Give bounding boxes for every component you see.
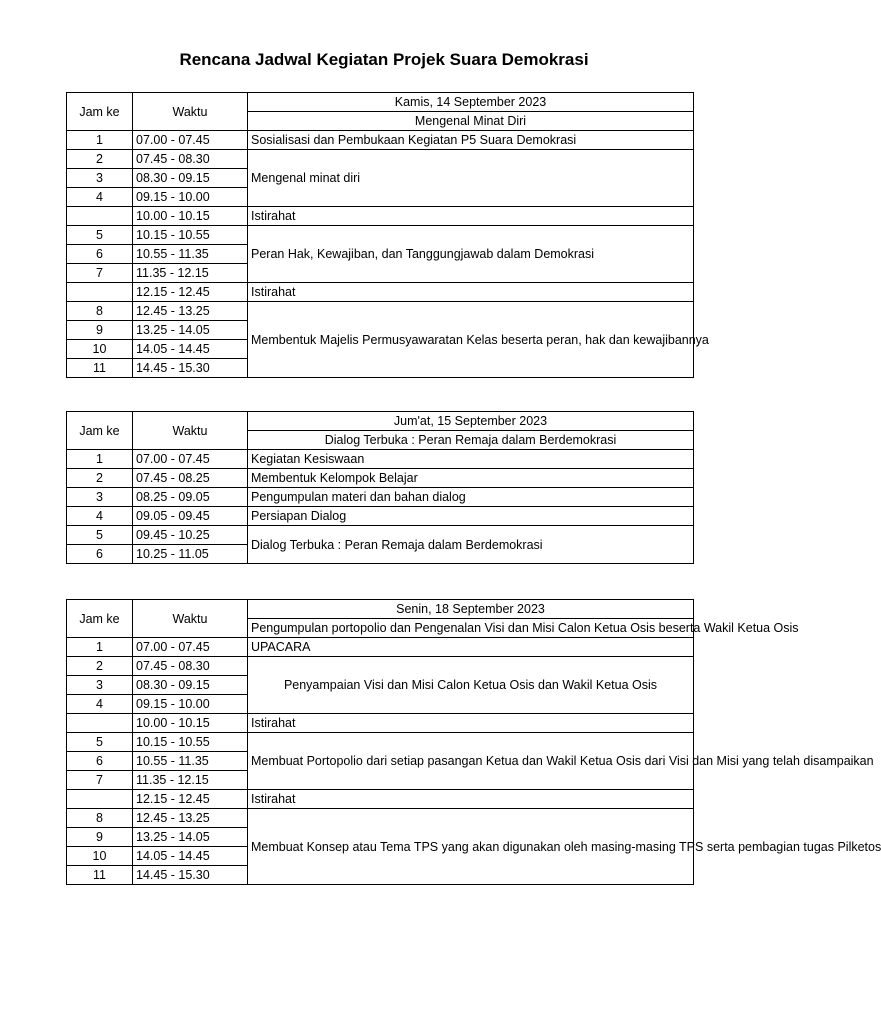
- table-header-row: [67, 93, 694, 112]
- header-jam: Jam ke: [67, 412, 133, 450]
- jam-cell: 3: [67, 488, 133, 507]
- table-row: [67, 526, 694, 545]
- jam-cell: 8: [67, 809, 133, 828]
- jam-cell: [67, 283, 133, 302]
- jam-cell: 10: [67, 847, 133, 866]
- jam-cell: [67, 207, 133, 226]
- table-header-row: [67, 412, 694, 431]
- activity-cell: Membuat Konsep atau Tema TPS yang akan digunakan oleh masing-masing TPS serta pembagian tugas Pilketos: [248, 809, 694, 885]
- jam-cell: 7: [67, 771, 133, 790]
- waktu-cell: 13.25 - 14.05: [133, 828, 248, 847]
- waktu-cell: 07.45 - 08.30: [133, 657, 248, 676]
- activity-cell: Mengenal minat diri: [248, 150, 694, 207]
- waktu-cell: 09.05 - 09.45: [133, 507, 248, 526]
- waktu-cell: 10.15 - 10.55: [133, 226, 248, 245]
- waktu-cell: 10.25 - 11.05: [133, 545, 248, 564]
- jam-cell: 3: [67, 676, 133, 695]
- table-header-row: [67, 600, 694, 619]
- table-row: [67, 226, 694, 245]
- waktu-cell: 09.15 - 10.00: [133, 695, 248, 714]
- waktu-cell: 10.55 - 11.35: [133, 752, 248, 771]
- jam-cell: 9: [67, 321, 133, 340]
- day-theme: Pengumpulan portopolio dan Pengenalan Visi dan Misi Calon Ketua Osis beserta Wakil Ketua Osis: [248, 619, 694, 638]
- waktu-cell: 10.00 - 10.15: [133, 714, 248, 733]
- waktu-cell: 11.35 - 12.15: [133, 264, 248, 283]
- waktu-cell: 09.45 - 10.25: [133, 526, 248, 545]
- header-waktu: Waktu: [133, 93, 248, 131]
- waktu-cell: 10.55 - 11.35: [133, 245, 248, 264]
- jam-cell: 6: [67, 752, 133, 771]
- jam-cell: 11: [67, 866, 133, 885]
- jam-cell: 9: [67, 828, 133, 847]
- header-jam: Jam ke: [67, 93, 133, 131]
- table-row: [67, 150, 694, 169]
- activity-cell: Membentuk Majelis Permusyawaratan Kelas beserta peran, hak dan kewajibannya: [248, 302, 694, 378]
- jam-cell: 4: [67, 188, 133, 207]
- header-waktu: Waktu: [133, 600, 248, 638]
- table-row: [67, 790, 694, 809]
- jam-cell: 4: [67, 507, 133, 526]
- table-row: [67, 809, 694, 828]
- jam-cell: 5: [67, 226, 133, 245]
- waktu-cell: 07.45 - 08.30: [133, 150, 248, 169]
- activity-cell: Membuat Portopolio dari setiap pasangan Ketua dan Wakil Ketua Osis dari Visi dan Misi yang telah disampaikan: [248, 733, 694, 790]
- table-row: [67, 131, 694, 150]
- jam-cell: 1: [67, 450, 133, 469]
- jam-cell: 2: [67, 469, 133, 488]
- waktu-cell: 12.15 - 12.45: [133, 283, 248, 302]
- waktu-cell: 14.45 - 15.30: [133, 866, 248, 885]
- jam-cell: 11: [67, 359, 133, 378]
- day-date: Senin, 18 September 2023: [248, 600, 694, 619]
- jam-cell: 2: [67, 150, 133, 169]
- waktu-cell: 07.00 - 07.45: [133, 131, 248, 150]
- waktu-cell: 10.15 - 10.55: [133, 733, 248, 752]
- waktu-cell: 14.45 - 15.30: [133, 359, 248, 378]
- activity-cell: UPACARA: [248, 638, 694, 657]
- jam-cell: 8: [67, 302, 133, 321]
- waktu-cell: 09.15 - 10.00: [133, 188, 248, 207]
- waktu-cell: 10.00 - 10.15: [133, 207, 248, 226]
- jam-cell: 6: [67, 245, 133, 264]
- jam-cell: 3: [67, 169, 133, 188]
- jam-cell: 6: [67, 545, 133, 564]
- activity-cell: Istirahat: [248, 714, 694, 733]
- day-theme: Mengenal Minat Diri: [248, 112, 694, 131]
- waktu-cell: 08.30 - 09.15: [133, 169, 248, 188]
- waktu-cell: 13.25 - 14.05: [133, 321, 248, 340]
- waktu-cell: 14.05 - 14.45: [133, 847, 248, 866]
- activity-cell: Istirahat: [248, 790, 694, 809]
- page-title: Rencana Jadwal Kegiatan Projek Suara Demokrasi: [179, 50, 589, 69]
- jam-cell: 5: [67, 733, 133, 752]
- waktu-cell: 07.00 - 07.45: [133, 450, 248, 469]
- activity-cell: Istirahat: [248, 283, 694, 302]
- waktu-cell: 08.25 - 09.05: [133, 488, 248, 507]
- activity-cell: Pengumpulan materi dan bahan dialog: [248, 488, 694, 507]
- table-row: [67, 450, 694, 469]
- jam-cell: 2: [67, 657, 133, 676]
- activity-cell: Istirahat: [248, 207, 694, 226]
- waktu-cell: 12.45 - 13.25: [133, 809, 248, 828]
- activity-cell: Penyampaian Visi dan Misi Calon Ketua Osis dan Wakil Ketua Osis: [248, 657, 694, 714]
- activity-cell: Membentuk Kelompok Belajar: [248, 469, 694, 488]
- header-waktu: Waktu: [133, 412, 248, 450]
- waktu-cell: 11.35 - 12.15: [133, 771, 248, 790]
- waktu-cell: 12.45 - 13.25: [133, 302, 248, 321]
- activity-cell: Peran Hak, Kewajiban, dan Tanggungjawab dalam Demokrasi: [248, 226, 694, 283]
- day-theme: Dialog Terbuka : Peran Remaja dalam Berdemokrasi: [248, 431, 694, 450]
- jam-cell: 7: [67, 264, 133, 283]
- table-row: [67, 207, 694, 226]
- activity-cell: Persiapan Dialog: [248, 507, 694, 526]
- table-row: [67, 714, 694, 733]
- waktu-cell: 07.00 - 07.45: [133, 638, 248, 657]
- jam-cell: [67, 790, 133, 809]
- jam-cell: 10: [67, 340, 133, 359]
- activity-cell: Kegiatan Kesiswaan: [248, 450, 694, 469]
- table-row: [67, 733, 694, 752]
- day-date: Jum'at, 15 September 2023: [248, 412, 694, 431]
- table-row: [67, 488, 694, 507]
- table-row: [67, 283, 694, 302]
- day-date: Kamis, 14 September 2023: [248, 93, 694, 112]
- waktu-cell: 08.30 - 09.15: [133, 676, 248, 695]
- table-row: [67, 469, 694, 488]
- jam-cell: 1: [67, 638, 133, 657]
- table-row: [67, 507, 694, 526]
- activity-cell: Sosialisasi dan Pembukaan Kegiatan P5 Suara Demokrasi: [248, 131, 694, 150]
- waktu-cell: 14.05 - 14.45: [133, 340, 248, 359]
- table-row: [67, 638, 694, 657]
- schedule-table-day3: [66, 599, 881, 885]
- jam-cell: 4: [67, 695, 133, 714]
- jam-cell: [67, 714, 133, 733]
- jam-cell: 5: [67, 526, 133, 545]
- table-row: [67, 302, 694, 321]
- schedule-table-day1: [66, 92, 709, 378]
- activity-cell: Dialog Terbuka : Peran Remaja dalam Berdemokrasi: [248, 526, 694, 564]
- jam-cell: 1: [67, 131, 133, 150]
- schedule-table-day2: [66, 411, 694, 564]
- header-jam: Jam ke: [67, 600, 133, 638]
- waktu-cell: 07.45 - 08.25: [133, 469, 248, 488]
- waktu-cell: 12.15 - 12.45: [133, 790, 248, 809]
- table-row: [67, 657, 694, 676]
